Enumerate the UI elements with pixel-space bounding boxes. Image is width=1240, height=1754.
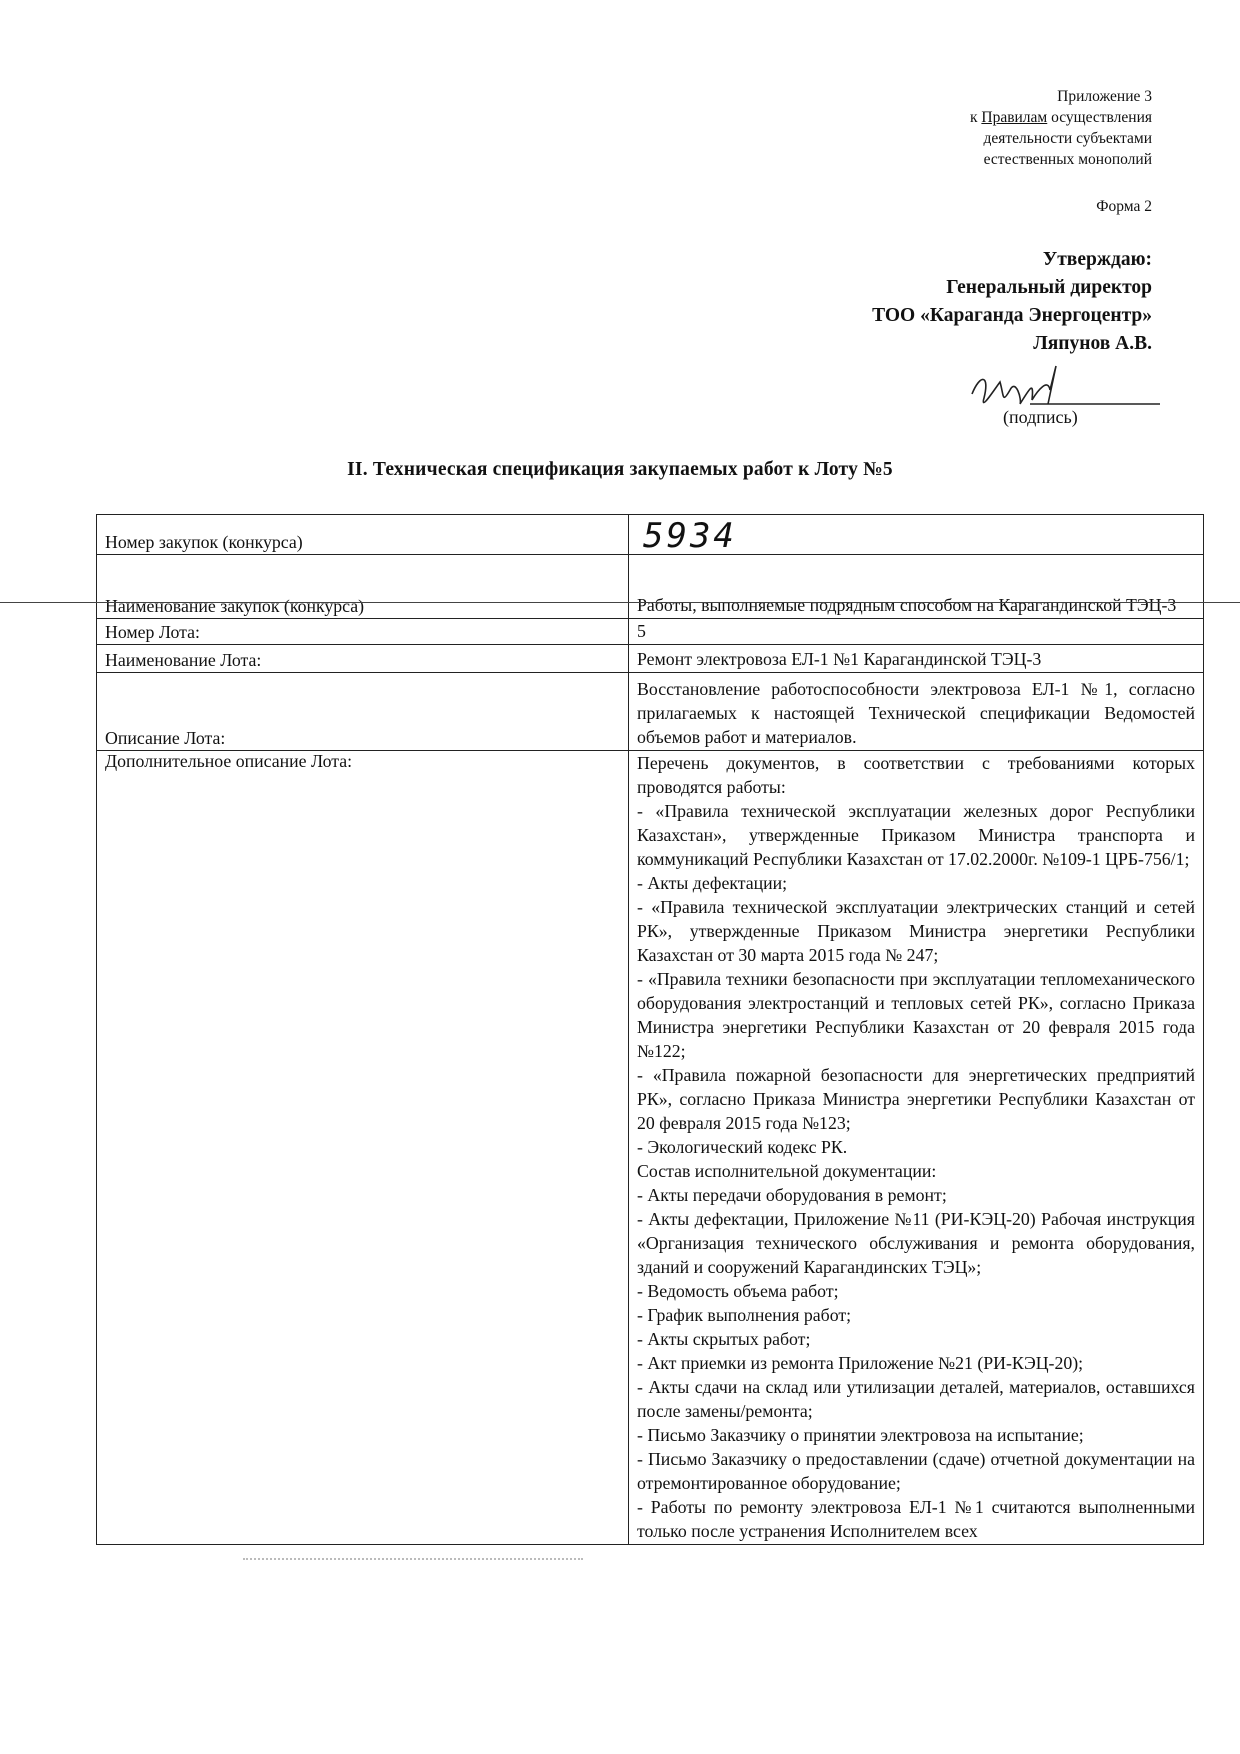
scan-artifact-dots (243, 1558, 583, 1560)
table-row (97, 673, 1204, 751)
table-row (97, 555, 1204, 619)
table-row (97, 645, 1204, 673)
signature-caption: (подпись) (1003, 407, 1078, 427)
approval-line-4: Ляпунов А.В. (1033, 333, 1152, 354)
annex-line-2-suffix: осуществления (1047, 109, 1152, 126)
row-label: Наименование закупок (конкурса) (97, 555, 629, 619)
list-item: - «Правила технической эксплуатации железных дорог Республики Казахстан», утвержденные Приказом Министра транспорта и коммуникаций Республики Казахстан от 17.02.2000г. №109-1 ЦРБ-756/1; (637, 801, 1195, 869)
list-item: - Акты дефектации, Приложение №11 (РИ-КЭЦ-20) Рабочая инструкция «Организация технического обслуживания и ремонта оборудования, зданий и сооружений Карагандинских ТЭЦ»; (637, 1209, 1195, 1277)
approval-block (632, 246, 1152, 358)
list-item: - Работы по ремонту электровоза ЕЛ-1 №1 считаются выполненными только после устранения Исполнителем всех (637, 1497, 1195, 1541)
row-label: Номер Лота: (97, 619, 629, 645)
row-value: Ремонт электровоза ЕЛ-1 №1 Карагандинской ТЭЦ-3 (629, 645, 1204, 673)
row-label: Описание Лота: (97, 673, 629, 751)
approval-line-1: Утверждаю: (1042, 249, 1152, 270)
form-label: Форма 2 (1096, 198, 1152, 215)
list-item: - «Правила пожарной безопасности для энергетических предприятий РК», согласно Приказа Министра энергетики Республики Казахстан от 20 февраля 2015 года №123; (637, 1065, 1195, 1133)
list-item: - Акт приемки из ремонта Приложение №21 (РИ-КЭЦ-20); (637, 1353, 1084, 1373)
list-item: - Экологический кодекс РК. (637, 1137, 848, 1157)
approval-line-3: ТОО «Караганда Энергоцентр» (872, 305, 1152, 326)
annex-line-1: Приложение 3 (1057, 88, 1152, 105)
list-item: - Акты сдачи на склад или утилизации деталей, материалов, оставшихся после замены/ремонта; (637, 1377, 1195, 1421)
annex-line-3: деятельности субъектами (983, 130, 1152, 147)
list-item: - График выполнения работ; (637, 1305, 852, 1325)
approval-line-2: Генеральный директор (946, 277, 1152, 298)
list-item: - Акты передачи оборудования в ремонт; (637, 1185, 947, 1205)
list-item: Перечень документов, в соответствии с требованиями которых проводятся работы: (637, 753, 1195, 797)
table-row (97, 619, 1204, 645)
row-value: Работы, выполняемые подрядным способом на Карагандинской ТЭЦ-3 (629, 555, 1204, 619)
annex-line-2 (732, 107, 1152, 128)
annex-line-4: естественных монополий (983, 151, 1152, 168)
row-value: Восстановление работоспособности электровоза ЕЛ-1 №1, согласно прилагаемых к настоящей Технической спецификации Ведомостей объемов работ и материалов. (629, 673, 1204, 751)
row-label: Наименование Лота: (97, 645, 629, 673)
row-label: Номер закупок (конкурса) (97, 515, 629, 555)
row-label: Дополнительное описание Лота: (97, 751, 629, 1545)
list-item: - Акты дефектации; (637, 873, 788, 893)
spec-table (96, 514, 1204, 1545)
page-title: II. Техническая спецификация закупаемых работ к Лоту №5 (347, 459, 893, 480)
list-item: - «Правила технической эксплуатации электрических станций и сетей РК», утвержденные Приказом Министра энергетики Республики Казахстан от 30 марта 2015 года № 247; (637, 897, 1195, 965)
row-value (629, 515, 1204, 555)
row-value: 5 (629, 619, 1204, 645)
handwritten-signature (960, 360, 1160, 440)
table-row (97, 751, 1204, 1545)
list-item: Состав исполнительной документации: (637, 1161, 937, 1181)
list-item: - «Правила техники безопасности при эксплуатации тепломеханического оборудования электростанций и тепловых сетей РК», согласно Приказа Министра энергетики Республики Казахстан от 20 февраля 2015 года №122; (637, 969, 1195, 1061)
purchase-number-handwritten: 5934 (643, 516, 737, 556)
list-item: - Ведомость объема работ; (637, 1281, 839, 1301)
annex-reference (732, 86, 1152, 170)
scan-artifact-line (0, 602, 1240, 603)
list-item: - Акты скрытых работ; (637, 1329, 811, 1349)
list-item: - Письмо Заказчику о предоставлении (сдаче) отчетной документации на отремонтированное оборудование; (637, 1449, 1195, 1493)
row-value (629, 751, 1204, 1545)
rules-link: Правилам (981, 109, 1048, 126)
list-item: - Письмо Заказчику о принятии электровоза на испытание; (637, 1425, 1084, 1445)
annex-line-2-prefix: к (969, 109, 982, 126)
table-row (97, 515, 1204, 555)
